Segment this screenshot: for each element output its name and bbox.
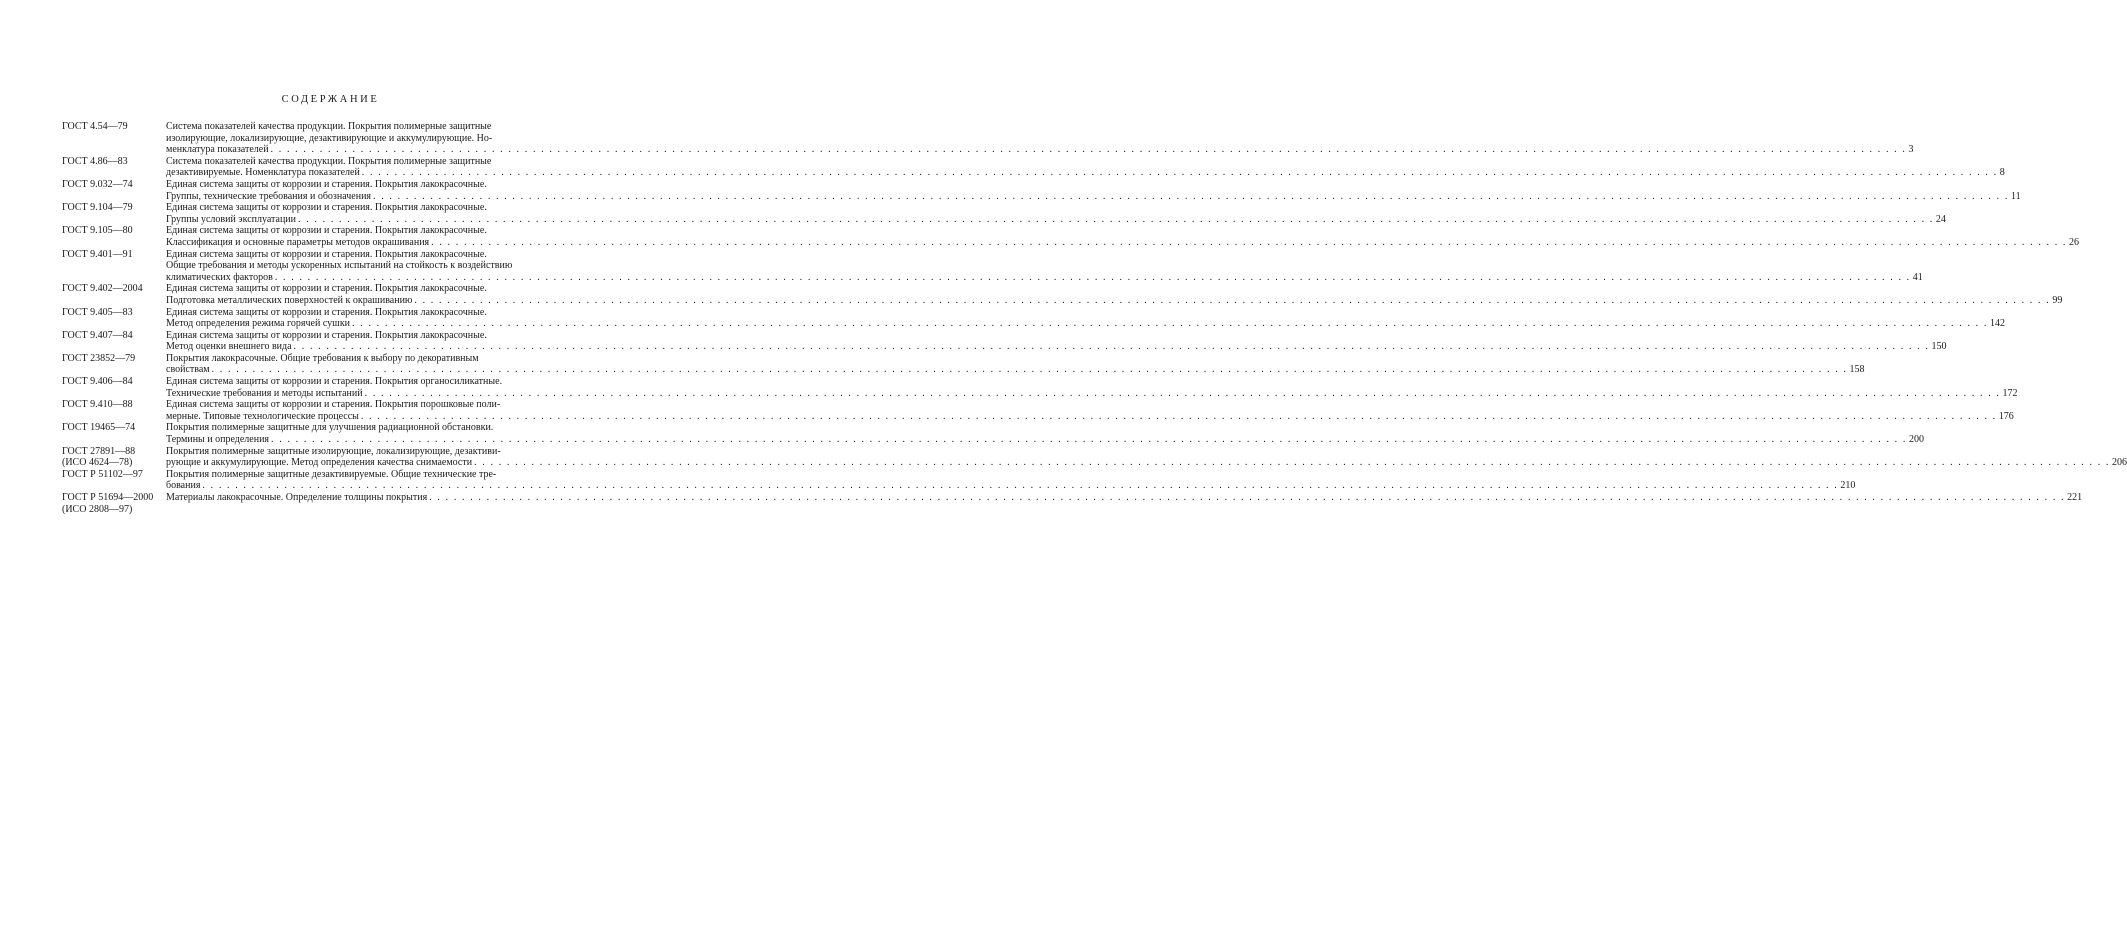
standard-code-line: (ИСО 2808—97): [62, 503, 133, 515]
standard-code-line: ГОСТ Р 51694—2000: [62, 492, 154, 503]
entry-description: [166, 329, 1947, 353]
description-line: Покрытия полимерные защитные дезактивируемые. Общие технические тре-: [166, 468, 497, 480]
description-last-line: [166, 387, 2018, 400]
description-line: Технические требования и методы испытаний: [166, 387, 363, 399]
standard-code-line: ГОСТ 9.402—2004: [62, 283, 143, 295]
standard-code-line: ГОСТ 9.410—88: [62, 399, 133, 411]
page-number: 176: [1998, 410, 2014, 422]
description-line: Общие требования и методы ускоренных испытаний на стойкость к воздействию: [166, 260, 513, 272]
page-number: 24: [1935, 213, 1946, 225]
description-line: Метод оценки внешнего вида: [166, 341, 292, 353]
description-line: рующие и аккумулирующие. Метод определения качества снимаемости: [166, 457, 473, 469]
dot-leader: . . . . . . . . . . . . . . . . . . . . . . . . . . . . . . . . . . . . . . . . . . . . . . . . . . . . . . . . . . . . . . . . . . . . . . . . . . . . . . . . . . . . . . . . . . . . . . . . . . . . . . . . . . . . . . . . . . . . . . . . . . . . . . . . . . . . . . . . . . . . . . . . . . . . . . . . . . . . . . . . . . . . . . . . . . . . . . . . . . . . . . . . . . . . . . . . . . . . . . . .: [360, 410, 1997, 422]
description-line: изолирующие, локализирующие, дезактивирующие и аккумулирующие. Но-: [166, 132, 493, 144]
dot-leader: . . . . . . . . . . . . . . . . . . . . . . . . . . . . . . . . . . . . . . . . . . . . . . . . . . . . . . . . . . . . . . . . . . . . . . . . . . . . . . . . . . . . . . . . . . . . . . . . . . . . . . . . . . . . . . . . . . . . . . . . . . . . . . . . . . . . . . . . . . . . . . . . . . . . . . . . . . . . . . . . . . . . . . . . . . . . . . . . . . . . . . . . . . . . . . . . . . . . . . . .: [270, 144, 1907, 156]
entry-description: [166, 178, 2021, 202]
page-number: 142: [1989, 318, 2005, 330]
description-line: Система показателей качества продукции. Покрытия полимерные защитные: [166, 121, 492, 132]
standard-code: [62, 376, 166, 399]
toc-entry: [62, 492, 2083, 515]
standard-code: [62, 307, 166, 330]
description-last-line: [166, 271, 1923, 284]
page-number: 206: [2112, 457, 2127, 469]
toc-entry: [62, 445, 2127, 469]
standard-code: [62, 469, 166, 492]
standard-code-line: ГОСТ 23852—79: [62, 352, 136, 364]
table-of-contents: [62, 121, 2127, 515]
dot-leader: . . . . . . . . . . . . . . . . . . . . . . . . . . . . . . . . . . . . . . . . . . . . . . . . . . . . . . . . . . . . . . . . . . . . . . . . . . . . . . . . . . . . . . . . . . . . . . . . . . . . . . . . . . . . . . . . . . . . . . . . . . . . . . . . . . . . . . . . . . . . . . . . . . . . . . . . . . . . . . . . . . . . . . . . . . . . . . . . . . . . . . . . . . . . . . . . . . . . . . . .: [298, 213, 1934, 225]
toc-entry: [62, 283, 2063, 306]
page-number: 11: [2010, 190, 2021, 202]
standard-code: [62, 249, 166, 284]
toc-entry: [62, 329, 1947, 353]
standard-code: [62, 353, 166, 376]
toc-entry: [62, 422, 1924, 446]
entry-description: [166, 202, 1946, 225]
description-line: Единая система защиты от коррозии и старения. Покрытия лакокрасочные.: [166, 329, 487, 341]
dot-leader: . . . . . . . . . . . . . . . . . . . . . . . . . . . . . . . . . . . . . . . . . . . . . . . . . . . . . . . . . . . . . . . . . . . . . . . . . . . . . . . . . . . . . . . . . . . . . . . . . . . . . . . . . . . . . . . . . . . . . . . . . . . . . . . . . . . . . . . . . . . . . . . . . . . . . . . . . . . . . . . . . . . . . . . . . . . . . . . . . . . . . . . . . . . . . . . . . . . . . . . .: [373, 190, 2009, 202]
page-number: 41: [1912, 271, 1923, 283]
description-last-line: [166, 457, 2127, 469]
standard-code-line: ГОСТ 19465—74: [62, 422, 136, 434]
entry-description: [166, 352, 1865, 376]
dot-leader: . . . . . . . . . . . . . . . . . . . . . . . . . . . . . . . . . . . . . . . . . . . . . . . . . . . . . . . . . . . . . . . . . . . . . . . . . . . . . . . . . . . . . . . . . . . . . . . . . . . . . . . . . . . . . . . . . . . . . . . . . . . . . . . . . . . . . . . . . . . . . . . . . . . . . . . . . . . . . . . . . . . . . . . . . . . . . . . . . . . . . . . . . . . . . . . . . . . . . . . .: [361, 167, 1998, 179]
dot-leader: . . . . . . . . . . . . . . . . . . . . . . . . . . . . . . . . . . . . . . . . . . . . . . . . . . . . . . . . . . . . . . . . . . . . . . . . . . . . . . . . . . . . . . . . . . . . . . . . . . . . . . . . . . . . . . . . . . . . . . . . . . . . . . . . . . . . . . . . . . . . . . . . . . . . . . . . . . . . . . . . . . . . . . . . . . . . . . . . . . . . . . . . . . . . . . . . . . . . . . . .: [429, 492, 2066, 503]
page-number: 200: [1908, 434, 1924, 446]
page-number: 158: [1849, 364, 1865, 376]
entry-description: [166, 422, 1924, 446]
description-line: Единая система защиты от коррозии и старения. Покрытия лакокрасочные.: [166, 225, 487, 237]
description-last-line: [166, 434, 1924, 446]
description-line: Покрытия полимерные защитные изолирующие, локализирующие, дезактиви-: [166, 445, 501, 457]
standard-code: [62, 156, 166, 179]
toc-entry: [62, 178, 2021, 202]
toc-entry: [62, 376, 2018, 399]
description-last-line: [166, 213, 1946, 226]
description-last-line: [166, 236, 2080, 249]
standard-code: [62, 446, 166, 469]
page-number: 8: [1999, 167, 2005, 179]
toc-title: СОДЕРЖАНИЕ: [281, 94, 380, 105]
standard-code-line: ГОСТ 9.407—84: [62, 329, 133, 341]
dot-leader: . . . . . . . . . . . . . . . . . . . . . . . . . . . . . . . . . . . . . . . . . . . . . . . . . . . . . . . . . . . . . . . . . . . . . . . . . . . . . . . . . . . . . . . . . . . . . . . . . . . . . . . . . . . . . . . . . . . . . . . . . . . . . . . . . . . . . . . . . . . . . . . . . . . . . . . . . . . . . . . . . . . . . . . . . . . . . . . . . . . . . . . . . . . . . . . . . . . . . . . .: [274, 271, 1911, 283]
description-last-line: [166, 492, 2083, 504]
toc-entry: [62, 399, 2014, 422]
standard-code-line: ГОСТ 9.401—91: [62, 248, 133, 260]
description-line: Единая система защиты от коррозии и старения. Покрытия органосиликатные.: [166, 376, 503, 388]
description-line: Группы, технические требования и обозначения: [166, 190, 372, 202]
dot-leader: . . . . . . . . . . . . . . . . . . . . . . . . . . . . . . . . . . . . . . . . . . . . . . . . . . . . . . . . . . . . . . . . . . . . . . . . . . . . . . . . . . . . . . . . . . . . . . . . . . . . . . . . . . . . . . . . . . . . . . . . . . . . . . . . . . . . . . . . . . . . . . . . . . . . . . . . . . . . . . . . . . . . . . . . . . . . . . . . . . . . . . . . . . . . . . . . . . . . . . . .: [414, 294, 2051, 306]
description-line: менклатура показателей: [166, 144, 269, 156]
page-number: 99: [2052, 294, 2063, 306]
toc-entry: [62, 248, 1923, 284]
description-last-line: [166, 410, 2014, 423]
description-line: климатических факторов: [166, 271, 273, 283]
standard-code: [62, 225, 166, 248]
toc-entry: [62, 306, 2005, 330]
dot-leader: . . . . . . . . . . . . . . . . . . . . . . . . . . . . . . . . . . . . . . . . . . . . . . . . . . . . . . . . . . . . . . . . . . . . . . . . . . . . . . . . . . . . . . . . . . . . . . . . . . . . . . . . . . . . . . . . . . . . . . . . . . . . . . . . . . . . . . . . . . . . . . . . . . . . . . . . . . . . . . . . . . . . . . . . . . . . . . . . . . . . . . . . . . . . . . . . . . . . . . . .: [202, 480, 1839, 492]
dot-leader: . . . . . . . . . . . . . . . . . . . . . . . . . . . . . . . . . . . . . . . . . . . . . . . . . . . . . . . . . . . . . . . . . . . . . . . . . . . . . . . . . . . . . . . . . . . . . . . . . . . . . . . . . . . . . . . . . . . . . . . . . . . . . . . . . . . . . . . . . . . . . . . . . . . . . . . . . . . . . . . . . . . . . . . . . . . . . . . . . . . . . . . . . . . . . . . . . . . . . . . .: [211, 364, 1848, 376]
entry-description: [166, 376, 2018, 399]
description-line: Классификация и основные параметры методов окрашивания: [166, 236, 430, 248]
description-last-line: [166, 480, 1856, 492]
standard-code: [62, 121, 166, 156]
page-number: 210: [1840, 480, 1856, 492]
standard-code: [62, 283, 166, 306]
toc-entry: [62, 121, 1914, 156]
entry-description: [166, 283, 2063, 306]
description-line: Единая система защиты от коррозии и старения. Покрытия лакокрасочные.: [166, 178, 487, 190]
standard-code-line: ГОСТ 9.104—79: [62, 202, 133, 214]
entry-description: [166, 468, 1856, 492]
entry-description: [166, 445, 2127, 469]
description-last-line: [166, 318, 2005, 330]
description-line: Группы условий эксплуатации: [166, 213, 297, 225]
description-line: свойствам: [166, 364, 210, 376]
entry-description: [166, 306, 2005, 330]
description-line: Единая система защиты от коррозии и старения. Покрытия порошковые поли-: [166, 399, 501, 411]
description-line: дезактивируемые. Номенклатура показателей: [166, 167, 360, 179]
description-line: Подготовка металлических поверхностей к окрашиванию: [166, 294, 413, 306]
page-number: 150: [1931, 341, 1947, 353]
standard-code-line: ГОСТ 9.405—83: [62, 306, 133, 318]
description-last-line: [166, 364, 1865, 376]
toc-entry: [62, 225, 2080, 248]
description-last-line: [166, 294, 2063, 307]
standard-code-line: ГОСТ 9.032—74: [62, 178, 133, 190]
page-number: 221: [2067, 492, 2083, 503]
standard-code: [62, 179, 166, 202]
entry-description: [166, 225, 2080, 248]
dot-leader: . . . . . . . . . . . . . . . . . . . . . . . . . . . . . . . . . . . . . . . . . . . . . . . . . . . . . . . . . . . . . . . . . . . . . . . . . . . . . . . . . . . . . . . . . . . . . . . . . . . . . . . . . . . . . . . . . . . . . . . . . . . . . . . . . . . . . . . . . . . . . . . . . . . . . . . . . . . . . . . . . . . . . . . . . . . . . . . . . . . . . . . . . . . . . . . . . . . . . . . .: [474, 457, 2110, 469]
description-line: Покрытия полимерные защитные для улучшения радиационной обстановки.: [166, 422, 494, 434]
dot-leader: . . . . . . . . . . . . . . . . . . . . . . . . . . . . . . . . . . . . . . . . . . . . . . . . . . . . . . . . . . . . . . . . . . . . . . . . . . . . . . . . . . . . . . . . . . . . . . . . . . . . . . . . . . . . . . . . . . . . . . . . . . . . . . . . . . . . . . . . . . . . . . . . . . . . . . . . . . . . . . . . . . . . . . . . . . . . . . . . . . . . . . . . . . . . . . . . . . . . . . . .: [352, 318, 1988, 330]
description-line: Единая система защиты от коррозии и старения. Покрытия лакокрасочные.: [166, 202, 487, 214]
description-line: Термины и определения: [166, 434, 270, 446]
standard-code: [62, 422, 166, 445]
page-number: 172: [2002, 387, 2018, 399]
dot-leader: . . . . . . . . . . . . . . . . . . . . . . . . . . . . . . . . . . . . . . . . . . . . . . . . . . . . . . . . . . . . . . . . . . . . . . . . . . . . . . . . . . . . . . . . . . . . . . . . . . . . . . . . . . . . . . . . . . . . . . . . . . . . . . . . . . . . . . . . . . . . . . . . . . . . . . . . . . . . . . . . . . . . . . . . . . . . . . . . . . . . . . . . . . . . . . . . . . . . . . . .: [364, 387, 2001, 399]
page-number: 26: [2069, 236, 2080, 248]
toc-entry: [62, 352, 1865, 376]
dot-leader: . . . . . . . . . . . . . . . . . . . . . . . . . . . . . . . . . . . . . . . . . . . . . . . . . . . . . . . . . . . . . . . . . . . . . . . . . . . . . . . . . . . . . . . . . . . . . . . . . . . . . . . . . . . . . . . . . . . . . . . . . . . . . . . . . . . . . . . . . . . . . . . . . . . . . . . . . . . . . . . . . . . . . . . . . . . . . . . . . . . . . . . . . . . . . . . . . . . . . . . .: [293, 341, 1930, 353]
entry-description: [166, 248, 1923, 284]
entry-description: [166, 492, 2083, 515]
description-last-line: [166, 190, 2021, 203]
standard-code-line: ГОСТ 9.105—80: [62, 225, 133, 237]
description-line: Материалы лакокрасочные. Определение толщины покрытия: [166, 492, 428, 503]
standard-code-line: ГОСТ 4.54—79: [62, 121, 128, 132]
description-line: бования: [166, 480, 201, 492]
toc-entry: [62, 468, 1856, 492]
description-line: Метод определения режима горячей сушки: [166, 318, 351, 330]
description-line: Единая система защиты от коррозии и старения. Покрытия лакокрасочные.: [166, 306, 487, 318]
standard-code: [62, 330, 166, 353]
standard-code-line: ГОСТ 27891—88: [62, 445, 136, 457]
description-last-line: [166, 167, 2005, 179]
dot-leader: . . . . . . . . . . . . . . . . . . . . . . . . . . . . . . . . . . . . . . . . . . . . . . . . . . . . . . . . . . . . . . . . . . . . . . . . . . . . . . . . . . . . . . . . . . . . . . . . . . . . . . . . . . . . . . . . . . . . . . . . . . . . . . . . . . . . . . . . . . . . . . . . . . . . . . . . . . . . . . . . . . . . . . . . . . . . . . . . . . . . . . . . . . . . . . . . . . . . . . . .: [431, 236, 2068, 248]
description-last-line: [166, 144, 1914, 156]
toc-entry: [62, 202, 1946, 225]
standard-code: [62, 202, 166, 225]
entry-description: [166, 399, 2014, 422]
standard-code-line: ГОСТ 4.86—83: [62, 155, 128, 167]
standard-code-line: ГОСТ 9.406—84: [62, 376, 133, 388]
description-line: Покрытия лакокрасочные. Общие требования к выбору по декоративным: [166, 352, 479, 364]
toc-entry: [62, 155, 2005, 179]
standard-code-line: (ИСО 4624—78): [62, 457, 133, 469]
entry-description: [166, 121, 1914, 156]
standard-code: [62, 492, 166, 515]
description-line: мерные. Типовые технологические процессы: [166, 410, 359, 422]
description-last-line: [166, 341, 1947, 353]
description-line: Единая система защиты от коррозии и старения. Покрытия лакокрасочные.: [166, 248, 487, 260]
description-line: Система показателей качества продукции. Покрытия полимерные защитные: [166, 155, 492, 167]
description-line: Единая система защиты от коррозии и старения. Покрытия лакокрасочные.: [166, 283, 487, 295]
dot-leader: . . . . . . . . . . . . . . . . . . . . . . . . . . . . . . . . . . . . . . . . . . . . . . . . . . . . . . . . . . . . . . . . . . . . . . . . . . . . . . . . . . . . . . . . . . . . . . . . . . . . . . . . . . . . . . . . . . . . . . . . . . . . . . . . . . . . . . . . . . . . . . . . . . . . . . . . . . . . . . . . . . . . . . . . . . . . . . . . . . . . . . . . . . . . . . . . . . . . . . . .: [271, 434, 1907, 446]
standard-code: [62, 399, 166, 422]
entry-description: [166, 155, 2005, 179]
page-number: 3: [1908, 144, 1914, 156]
standard-code-line: ГОСТ Р 51102—97: [62, 468, 143, 480]
